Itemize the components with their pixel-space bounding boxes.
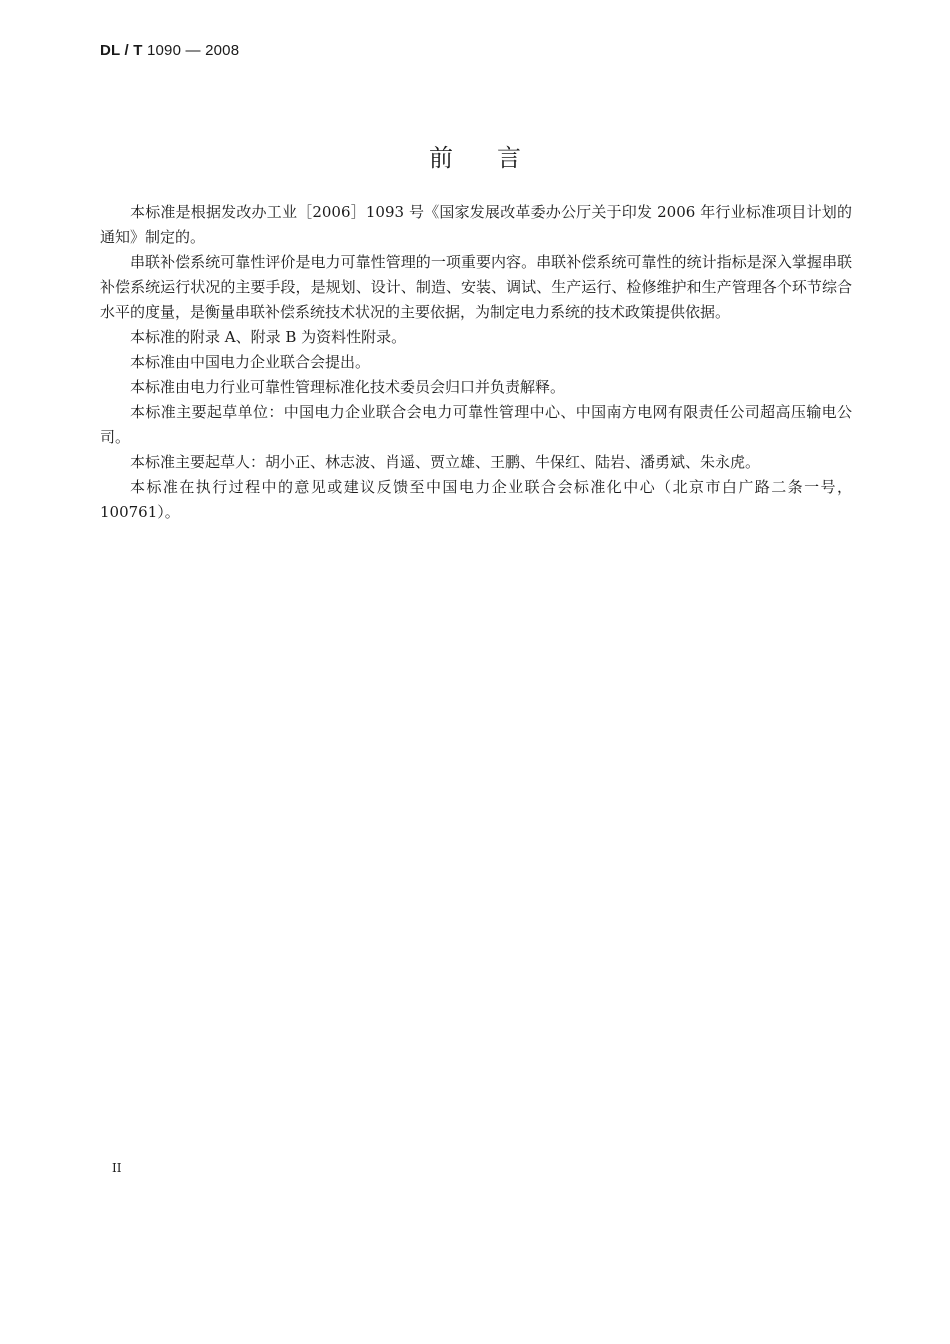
paragraph-2: 串联补偿系统可靠性评价是电力可靠性管理的一项重要内容。串联补偿系统可靠性的统计指标是深入掌握串联补偿系统运行状况的主要手段，是规划、设计、制造、安装、调试、生产运行、检修维护和生产管理各个环节综合水平的度量，是衡量串联补偿系统技术状况的主要依据，为制定电力系统的技术政策提供依据。 (100, 253, 852, 321)
document-code (100, 42, 239, 59)
page-title: 前言 (429, 144, 565, 173)
paragraph-8: 本标准在执行过程中的意见或建议反馈至中国电力企业联合会标准化中心（北京市白广路二条一号，100761）。 (100, 478, 852, 521)
paragraph-1: 本标准是根据发改办工业［2006］1093 号《国家发展改革委办公厅关于印发 2006 年行业标准项目计划的通知》制定的。 (100, 203, 852, 246)
paragraph-4: 本标准由中国电力企业联合会提出。 (130, 353, 371, 371)
document-code-prefix: DL / T (100, 42, 143, 59)
paragraph-7: 本标准主要起草人：胡小正、林志波、肖遥、贾立雄、王鹏、牛保红、陆岩、潘勇斌、朱永虎。 (130, 453, 761, 471)
foreword-body (100, 200, 852, 525)
document-code-number: 1090 — 2008 (146, 42, 240, 59)
paragraph-6: 本标准主要起草单位：中国电力企业联合会电力可靠性管理中心、中国南方电网有限责任公司超高压输电公司。 (100, 403, 852, 446)
paragraph-5: 本标准由电力行业可靠性管理标准化技术委员会归口并负责解释。 (130, 378, 566, 396)
paragraph-3: 本标准的附录 A、附录 B 为资料性附录。 (130, 328, 407, 346)
page-number: II (112, 1161, 122, 1175)
